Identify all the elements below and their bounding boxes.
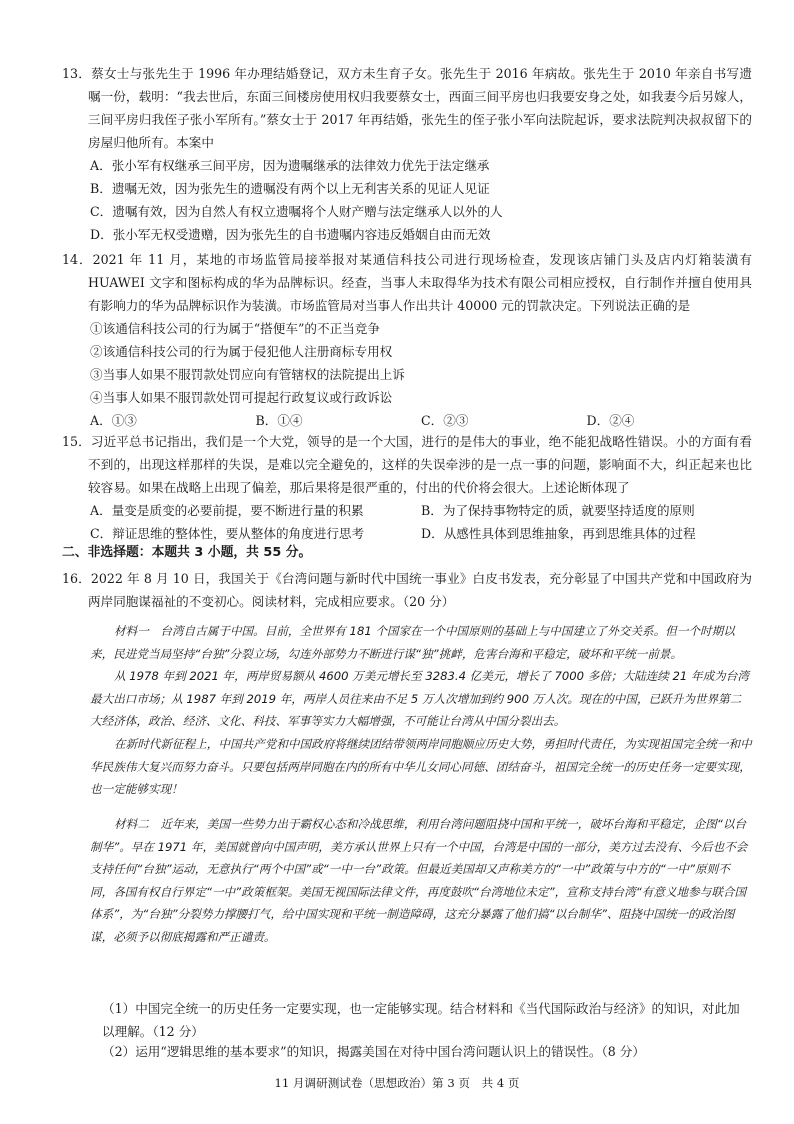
question-13-stem: 13．蔡女士与张先生于 1996 年办理结婚登记，双方未生育子女。张先生于 2016 年病故。张先生于 2010 年亲自书写遗嘱一份，载明：“我去世后，东面三间楼房使用权归我要蔡女士，西面三间平房也归我要安身之处，如我妻今后另嫁人，三间平房归我侄子张小军所有。”蔡女士于 2017 年再结婚，张先生的侄子张小军向法院起诉，要求法院判决叔叔留下的房屋归他所有。本案中 — [62, 66, 752, 150]
question-15-stem: 15．习近平总书记指出，我们是一个大党，领导的是一个大国，进行的是伟大的事业，绝不能犯战略性错误。小的方面有看不到的，出现这样那样的失误，是难以完全避免的，这样的失误牵涉的是一点一事的问题，影响面不大，纠正起来也比较容易。如果在战略上出现了偏差，那后果将是很严重的，付出的代价将会很大。上述论断体现了 — [62, 434, 752, 495]
question-14-stem: 14．2021 年 11 月，某地的市场监管局接举报对某通信科技公司进行现场检查，发现该店铺门头及店内灯箱装潢有 HUAWEI 文字和图标构成的华为品牌标识。经查，当事人未取得华为技术有限公司相应授权，自行制作并擅自使用具有影响力的华为品牌标识作为装潢。市场监管局对当事人作出共计 40000 元的罚款决定。下列说法正确的是 — [62, 252, 752, 313]
question-14-options — [62, 409, 752, 432]
question-15 — [62, 430, 752, 545]
question-16-stem-block — [62, 567, 752, 613]
question-14-option-b: B．①④ — [255, 413, 303, 428]
material-1-para-2: 从 1978 年到 2021 年，两岸贸易额从 4600 万美元增长至 3283.4 亿美元，增长了 7000 多倍；大陆连续 21 年成为台湾最大出口市场；从 1987 年到 2019 年，两岸人员往来由不足 5 万人次增加到约 900 万人次。现在的中国，已跃升为世界第二大经济体，政治、经济、文化、科技、军事等实力大幅增强，不可能让台湾从中国分裂出去。 — [90, 669, 749, 729]
question-14-item-3: ③当事人如果不服罚款处罚应向有管辖权的法院提出上诉 — [90, 367, 405, 382]
question-13-option-a: A．张小军有权继承三间平房，因为遗嘱继承的法律效力优先于法定继承 — [90, 158, 490, 173]
question-16-sub-2-text: （2）运用“逻辑思维的基本要求”的知识，揭露美国在对待中国台湾问题认识上的错误性。（8 分） — [102, 1044, 645, 1059]
material-1 — [90, 620, 752, 801]
question-14 — [62, 248, 752, 432]
question-15-option-c: C．辩证思维的整体性，要从整体的角度进行思考 — [90, 526, 365, 541]
question-14-item-2: ②该通信科技公司的行为属于侵犯他人注册商标专用权 — [90, 344, 393, 359]
question-14-item-4: ④当事人如果不服罚款处罚可提起行政复议或行政诉讼 — [90, 390, 393, 405]
page-footer: 11 月调研测试卷（思想政治）第 3 页 共 4 页 — [274, 1076, 520, 1090]
question-13-option-b: B．遗嘱无效，因为张先生的遗嘱没有两个以上无利害关系的见证人见证 — [90, 181, 490, 196]
question-15-options-row-1 — [62, 499, 752, 522]
question-16-sub-2 — [102, 1040, 752, 1063]
question-14-item-1: ①该通信科技公司的行为属于“搭便车”的不正当竞争 — [90, 321, 380, 336]
section-heading: 二、非选择题：本题共 3 小题，共 55 分。 — [62, 545, 312, 560]
question-16-stem: 16．2022 年 8 月 10 日，我国关于《台湾问题与新时代中国统一事业》白皮书发表，充分彰显了中国共产党和中国政府为两岸同胞谋福祉的不变初心。阅读材料，完成相应要求。（20 分） — [62, 571, 752, 609]
material-1-para-3: 在新时代新征程上，中国共产党和中国政府将继续团结带领两岸同胞顺应历史大势，勇担时代责任，为实现祖国完全统一和中华民族伟大复兴而努力奋斗。只要包括两岸同胞在内的所有中华儿女同心同德、团结奋斗，祖国完全统一的历史任务一定要实现，也一定能够实现！ — [90, 736, 752, 797]
question-14-option-c: C．②③ — [421, 413, 469, 428]
question-16-sub-1 — [102, 997, 752, 1043]
material-1-para-1: 材料一 台湾自古属于中国。目前，全世界有 181 个国家在一个中国原则的基础上与中国建立了外交关系。但一个时期以来，民进党当局坚持“台独”分裂立场，勾连外部势力不断进行谋“独”挑衅，危害台海和平稳定，破坏和平统一前景。 — [90, 624, 735, 661]
question-14-option-d: D．②④ — [586, 413, 635, 428]
question-13-option-c: C．遗嘱有效，因为自然人有权立遗嘱将个人财产赠与法定继承人以外的人 — [90, 204, 503, 219]
question-15-option-b: B．为了保持事物特定的质，就要坚持适度的原则 — [421, 503, 695, 518]
material-2-para: 材料二 近年来，美国一些势力出于霸权心态和冷战思维，利用台湾问题阻挠中国和平统一，破坏台海和平稳定，企图“以台制华”。早在 1971 年，美国就曾向中国声明，美方承认世界上只有一个中国，台湾是中国的一部分，美方过去没有、今后也不会支持任何“台独”运动，无意执行“两个中国”或“一中一台”政策。但最近美国却又声称美方的“一中”政策与中方的“一中”原则不同，各国有权自行界定“一中”政策框架。美国无视国际法律文件，再度鼓吹“台湾地位未定”，宣称支持台湾“有意义地参与联合国体系”，为“台独”分裂势力撑腰打气，给中国实现和平统一制造障碍，这充分暴露了他们搞“以台制华”、阻挠中国统一的政治图谋，必须予以彻底揭露和严正谴责。 — [90, 817, 748, 944]
question-13 — [62, 62, 752, 246]
material-2 — [90, 813, 752, 949]
question-16-sub-1-text: （1）中国完全统一的历史任务一定要实现，也一定能够实现。结合材料和《当代国际政治与经济》的知识，对此加以理解。（12 分） — [102, 1001, 740, 1039]
question-15-option-a: A．量变是质变的必要前提，要不断进行量的积累 — [90, 503, 364, 518]
question-13-option-d: D．张小军无权受遗赠，因为张先生的自书遗嘱内容违反婚姻自由而无效 — [90, 227, 491, 242]
question-15-option-d: D．从感性具体到思维抽象，再到思维具体的过程 — [421, 526, 696, 541]
question-14-option-a: A．①③ — [90, 413, 137, 428]
